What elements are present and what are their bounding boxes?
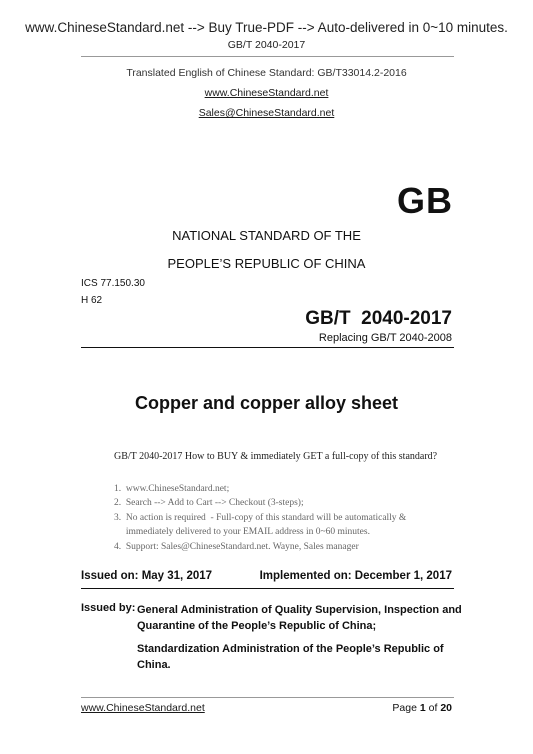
- issuer-block: [137, 602, 462, 673]
- dates-divider: [81, 588, 454, 589]
- gb-logo: GB: [397, 180, 453, 221]
- ccs-code: H 62: [81, 295, 103, 306]
- page-current: 1: [419, 702, 426, 714]
- standard-number: GB/T 2040-2017: [305, 308, 452, 329]
- page-mid: of: [425, 702, 441, 714]
- issuer-line: Standardization Administration of the People’s Republic of: [137, 643, 444, 655]
- page-prefix: Page: [392, 702, 420, 714]
- purchase-steps: [114, 467, 406, 554]
- standard-divider: [81, 347, 454, 348]
- footer-website-link[interactable]: www.ChineseStandard.net: [81, 702, 205, 714]
- purchase-step: immediately delivered to your EMAIL address in 0~60 minutes.: [114, 527, 370, 537]
- national-standard-title-line2: PEOPLE’S REPUBLIC OF CHINA: [167, 256, 366, 271]
- purchase-heading: GB/T 2040-2017 How to BUY & immediately GET a full-copy of this standard?: [114, 451, 438, 462]
- purchase-step: 2. Search --> Add to Cart --> Checkout (3-steps);: [114, 498, 304, 508]
- header-divider: [81, 56, 454, 57]
- purchase-step[interactable]: 4. Support: Sales@ChineseStandard.net. Wayne, Sales manager: [114, 541, 359, 552]
- translation-email-link[interactable]: Sales@ChineseStandard.net: [198, 107, 335, 119]
- header-banner[interactable]: www.ChineseStandard.net --> Buy True-PDF --> Auto-delivered in 0~10 minutes.: [25, 20, 508, 35]
- national-standard-title-line1: NATIONAL STANDARD OF THE: [172, 228, 361, 243]
- issuer-line: China.: [137, 659, 171, 671]
- header-standard-code: GB/T 2040-2017: [227, 39, 306, 51]
- issuer-label: Issued by:: [81, 602, 136, 614]
- implemented-date: Implemented on: December 1, 2017: [259, 570, 452, 582]
- document-title: Copper and copper alloy sheet: [134, 393, 399, 413]
- purchase-step[interactable]: 1. www.ChineseStandard.net;: [114, 483, 230, 494]
- issued-date: Issued on: May 31, 2017: [81, 570, 213, 582]
- page-total: 20: [440, 702, 452, 714]
- replacing-note: Replacing GB/T 2040-2008: [318, 332, 452, 344]
- translation-website-link[interactable]: www.ChineseStandard.net: [204, 87, 329, 99]
- ics-code: ICS 77.150.30: [81, 278, 145, 289]
- translation-note: Translated English of Chinese Standard: GB/T33014.2-2016: [126, 67, 407, 79]
- purchase-step: 3. No action is required - Full-copy of this standard will be automatically &: [114, 512, 407, 523]
- issuer-line: Quarantine of the People’s Republic of China;: [137, 620, 377, 632]
- footer-divider: [81, 697, 454, 698]
- page-number: [392, 702, 452, 714]
- issuer-line: General Administration of Quality Supervision, Inspection and: [137, 604, 462, 616]
